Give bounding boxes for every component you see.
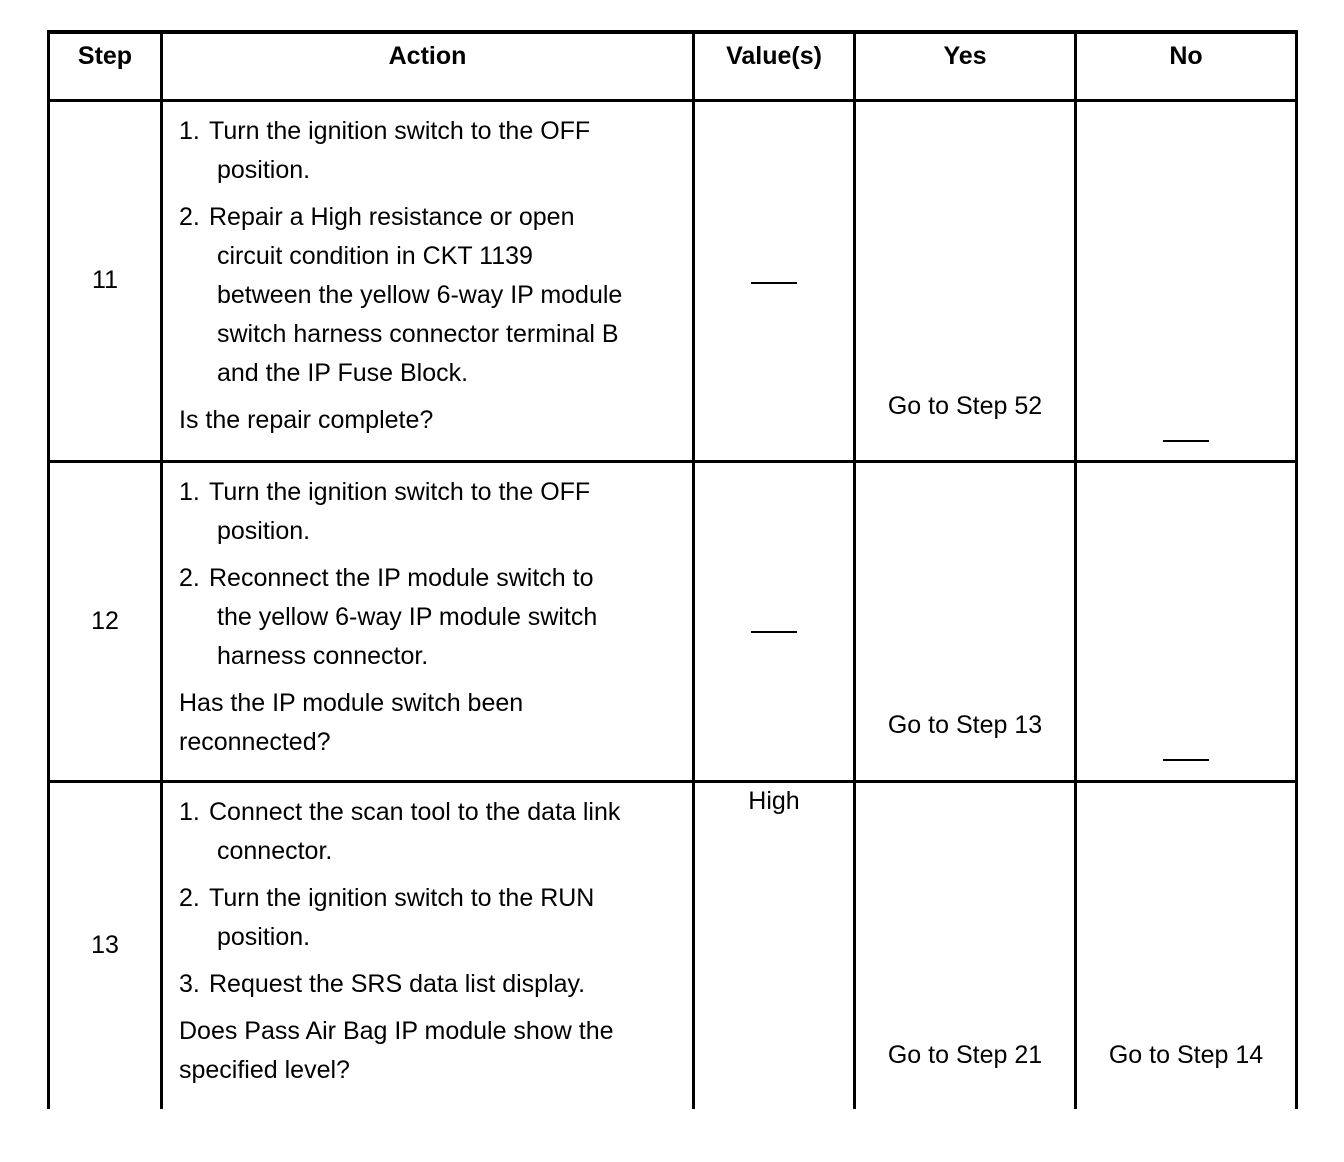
action-step-text — [209, 112, 674, 190]
header-step: Step — [49, 32, 162, 100]
action-step-number: 2. — [179, 202, 200, 231]
action-step-text — [209, 559, 674, 676]
dash-text — [695, 262, 696, 263]
action-line: harness connector. — [217, 641, 429, 670]
action-line: position. — [217, 155, 311, 184]
action-line: Turn the ignition switch to the OFF — [209, 116, 591, 145]
action-step-number: 2. — [179, 883, 200, 912]
action-step-number: 3. — [179, 969, 200, 998]
action-line: between the yellow 6-way IP module — [217, 280, 623, 309]
dash-text — [695, 611, 696, 612]
action-cell — [162, 781, 694, 1109]
action-line: position. — [217, 516, 311, 545]
no-cell — [1076, 100, 1297, 461]
action-line: Turn the ignition switch to the OFF — [209, 477, 591, 506]
header-action: Action — [162, 32, 694, 100]
diagnostic-table — [47, 30, 1298, 1109]
dash-text — [1077, 739, 1078, 740]
question-text — [179, 401, 674, 440]
action-step-text — [209, 879, 674, 957]
not-applicable-dash — [751, 631, 797, 633]
not-applicable-dash — [1163, 759, 1209, 761]
not-applicable-dash — [751, 282, 797, 284]
action-line: position. — [217, 922, 311, 951]
action-line: the yellow 6-way IP module switch — [217, 602, 598, 631]
question-line: specified level? — [179, 1055, 350, 1084]
step-number: 12 — [49, 461, 162, 781]
action-step — [179, 965, 674, 1004]
action-line: Turn the ignition switch to the RUN — [209, 883, 595, 912]
table-row — [49, 461, 1297, 781]
question-text — [179, 1012, 674, 1090]
yes-cell — [855, 781, 1076, 1109]
table-row — [49, 100, 1297, 461]
no-cell-text: Go to Step 14 — [1108, 1040, 1264, 1069]
value-cell — [694, 781, 855, 1109]
value-cell — [694, 461, 855, 781]
action-step — [179, 198, 674, 393]
diagnostic-procedure-sheet — [47, 30, 1295, 1115]
action-step — [179, 559, 674, 676]
action-line: connector. — [217, 836, 333, 865]
value-cell — [694, 100, 855, 461]
action-step-number: 2. — [179, 563, 200, 592]
not-applicable-dash — [1163, 440, 1209, 442]
header-no: No — [1076, 32, 1297, 100]
action-step-number: 1. — [179, 477, 200, 506]
dash-text — [1077, 420, 1078, 421]
action-line: Connect the scan tool to the data link — [209, 797, 621, 826]
action-line: Repair a High resistance or open — [209, 202, 575, 231]
value-cell-text: High — [748, 786, 800, 815]
action-line: and the IP Fuse Block. — [217, 358, 469, 387]
question-line: Is the repair complete? — [179, 405, 434, 434]
question-line: Has the IP module switch been — [179, 688, 524, 717]
action-step-text — [209, 198, 674, 393]
action-step-text — [209, 793, 674, 871]
question-line: reconnected? — [179, 727, 331, 756]
table-row — [49, 781, 1297, 1109]
yes-cell-text: Go to Step 52 — [887, 391, 1043, 420]
question-text — [179, 684, 674, 762]
action-step-number: 1. — [179, 116, 200, 145]
action-line: Reconnect the IP module switch to — [209, 563, 594, 592]
no-cell — [1076, 461, 1297, 781]
step-number: 13 — [49, 781, 162, 1109]
header-yes: Yes — [855, 32, 1076, 100]
action-line: Request the SRS data list display. — [209, 969, 586, 998]
action-step — [179, 112, 674, 190]
action-cell — [162, 461, 694, 781]
question-line: Does Pass Air Bag IP module show the — [179, 1016, 614, 1045]
header-row — [49, 32, 1297, 100]
action-line: switch harness connector terminal B — [217, 319, 619, 348]
yes-cell-text: Go to Step 13 — [887, 710, 1043, 739]
action-step-text — [209, 473, 674, 551]
action-line: circuit condition in CKT 1139 — [217, 241, 533, 270]
action-step-text — [209, 965, 674, 1004]
action-step — [179, 473, 674, 551]
action-cell — [162, 100, 694, 461]
yes-cell-text: Go to Step 21 — [887, 1040, 1043, 1069]
header-values: Value(s) — [694, 32, 855, 100]
yes-cell — [855, 461, 1076, 781]
action-step-number: 1. — [179, 797, 200, 826]
no-cell — [1076, 781, 1297, 1109]
step-number: 11 — [49, 100, 162, 461]
action-step — [179, 879, 674, 957]
yes-cell — [855, 100, 1076, 461]
action-step — [179, 793, 674, 871]
